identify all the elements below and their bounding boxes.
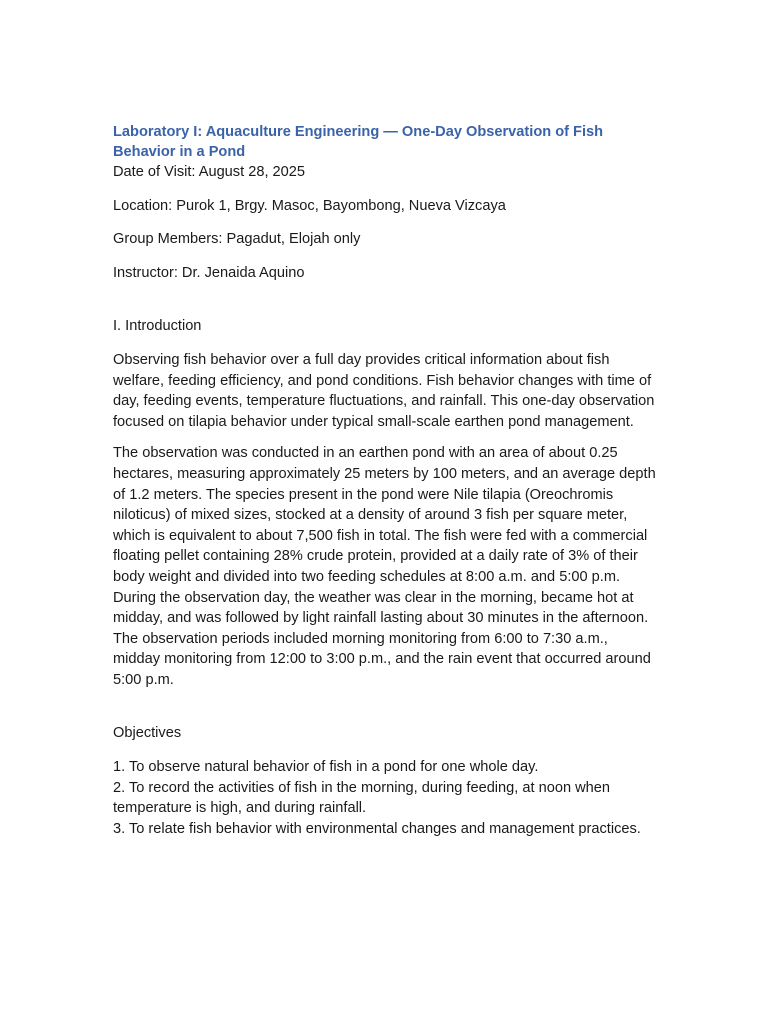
group-members: Group Members: Pagadut, Elojah only — [113, 231, 361, 248]
objective-item: 2. To record the activities of fish in the morning, during feeding, at noon when temperature is high, and during rainfall. — [113, 779, 611, 817]
introduction-paragraph: Observing fish behavior over a full day provides critical information about fish welfare, feeding efficiency, and pond conditions. Fish behavior changes with time of day, feeding events, temperature fluctuations, and rainfall. This one-day observation focused on tilapia behavior under typical small-scale earthen pond management. — [113, 351, 655, 430]
objective-item: 1. To observe natural behavior of fish in a pond for one whole day. — [113, 759, 539, 776]
document-title: Laboratory I: Aquaculture Engineering — One-Day Observation of Fish Behavior in a Pond — [113, 124, 604, 160]
objectives-heading: Objectives — [113, 725, 182, 742]
instructor: Instructor: Dr. Jenaida Aquino — [113, 264, 305, 281]
location: Location: Purok 1, Brgy. Masoc, Bayombong, Nueva Vizcaya — [113, 197, 506, 214]
document-page — [113, 122, 658, 839]
objective-item: 3. To relate fish behavior with environmental changes and management practices. — [113, 820, 641, 837]
objectives-list — [113, 757, 658, 839]
date-of-visit: Date of Visit: August 28, 2025 — [113, 164, 306, 180]
introduction-heading: I. Introduction — [113, 318, 202, 335]
introduction-paragraph: The observation was conducted in an earthen pond with an area of about 0.25 hectares, measuring approximately 25 meters by 100 meters, and an average depth of 1.2 meters. The species present in the pond were Nile tilapia (Oreochromis niloticus) of mixed sizes, stocked at a density of around 3 fish per square meter, which is equivalent to about 7,500 fish in total. The fish were fed with a commercial floating pellet containing 28% crude protein, provided at a daily rate of 3% of their body weight and divided into two feeding schedules at 8:00 a.m. and 5:00 p.m. During the observation day, the weather was clear in the morning, became hot at midday, and was followed by light rainfall lasting about 30 minutes in the afternoon. The observation periods included morning monitoring from 6:00 to 7:30 a.m., midday monitoring from 12:00 to 3:00 p.m., and the rain event that occurred around 5:00 p.m. — [113, 445, 656, 688]
